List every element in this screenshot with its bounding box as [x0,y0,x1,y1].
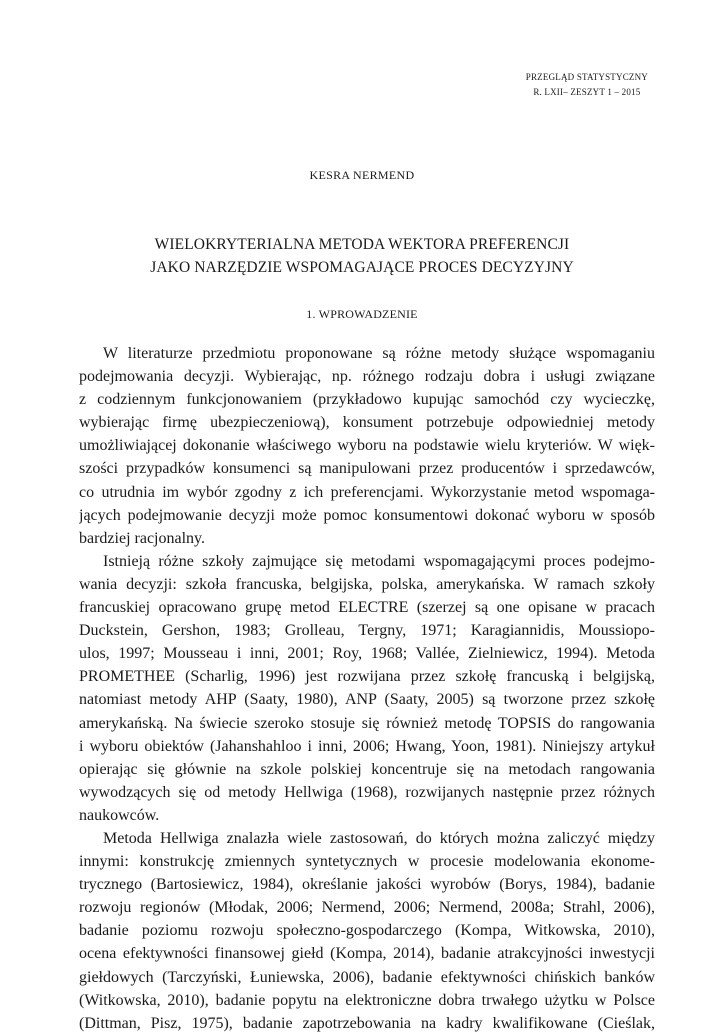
text-line: z codziennym funkcjonowaniem (przykładowo kupując samochód czy wycieczkę, [79,391,655,409]
text-line: badanie poziomu rozwoju społeczno-gospodarczego (Kompa, Witkowska, 2010), [79,922,655,940]
section-heading: 1. WPROWADZENIE [306,307,418,321]
text-line: innymi: konstrukcję zmiennych syntetycznych w procesie modelowania ekonome- [79,853,655,871]
text-line: natomiast metody AHP (Saaty, 1980), ANP (Saaty, 2005) są tworzone przez szkołę [79,691,655,709]
paragraph-1 [79,342,655,550]
title-line-1: WIELOKRYTERIALNA METODA WEKTORA PREFERENCJI [154,236,570,253]
text-line: jących podejmowanie decyzji może pomoc konsumentowi dokonać wyboru w sposób [79,506,655,524]
title-line-2: JAKO NARZĘDZIE WSPOMAGAJĄCE PROCES DECYZYJNY [150,259,574,276]
text-line: wania decyzji: szkoła francuska, belgijska, polska, amerykańska. W ramach szkoły [79,575,655,593]
text-line: giełdowych (Tarczyński, Łuniewska, 2006), badanie efektywności chińskich banków [79,968,655,986]
text-line: Istnieją różne szkoły zajmujące się metodami wspomagającymi proces podejmo- [103,552,655,570]
text-line: szości przypadków konsumenci są manipulowani przez producentów i sprzedawców, [79,460,655,478]
text-line: ocena efektywności finansowej giełd (Kompa, 2014), badanie atrakcyjności inwestycji [79,945,655,963]
article-title [0,233,724,279]
text-line: umożliwiającej dokonanie właściwego wyboru na podstawie wielu kryteriów. W więk- [79,437,655,455]
text-line: PROMETHEE (Scharlig, 1996) jest rozwijana przez szkołę francuską i belgijską, [79,668,655,686]
body-text [79,342,655,1035]
paragraph-3 [79,827,655,1035]
running-head [526,70,648,100]
text-line: trycznego (Bartosiewicz, 1984), określanie jakości wyrobów (Borys, 1984), badanie [79,876,655,894]
issue-info: R. LXII– ZESZYT 1 – 2015 [533,87,641,97]
author-name: KESRA NERMEND [309,168,415,182]
text-line: podejmowania decyzji. Wybierając, np. różnego rodzaju dobra i usługi związane [79,368,655,386]
text-line: i wyboru obiektów (Jahanshahloo i inni, 2006; Hwang, Yoon, 1981). Niniejszy artykuł [79,737,655,755]
text-line: Duckstein, Gershon, 1983; Grolleau, Tergny, 1971; Karagiannidis, Moussiopo- [79,622,655,640]
text-line: ulos, 1997; Mousseau i inni, 2001; Roy, 1968; Vallée, Zielniewicz, 1994). Metoda [79,645,655,663]
text-line: Metoda Hellwiga znalazła wiele zastosowań, do których można zaliczyć między [103,829,655,847]
text-line: naukowców. [79,806,160,824]
text-line: wywodzących się od metody Hellwiga (1968), rozwijanych następnie przez różnych [79,783,655,801]
text-line: francuskiej opracowano grupę metod ELECTRE (szerzej są one opisane w pracach [79,599,655,617]
text-line: opierając się głównie na szkole polskiej koncentruje się na metodach rangowania [79,760,655,778]
paragraph-2 [79,550,655,827]
text-line: amerykańską. Na świecie szeroko stosuje się również metodę TOPSIS do rangowania [79,714,655,732]
text-line: bardziej racjonalny. [79,529,206,547]
text-line: (Witkowska, 2010), badanie popytu na elektroniczne dobra trwałego użytku w Polsce [79,991,655,1009]
text-line: (Dittman, Pisz, 1975), badanie zapotrzebowania na kadry kwalifikowane (Cieślak, [79,1014,655,1032]
text-line: co utrudnia im wybór zgodny z ich preferencjami. Wykorzystanie metod wspomaga- [79,483,655,501]
text-line: W literaturze przedmiotu proponowane są różne metody służące wspomaganiu [103,345,655,362]
text-line: wybierając firmę ubezpieczeniową), konsument potrzebuje odpowiedniej metody [79,414,655,432]
text-line: rozwoju regionów (Młodak, 2006; Nermend, 2006; Nermend, 2008a; Strahl, 2006), [79,899,655,917]
journal-name: PRZEGLĄD STATYSTYCZNY [525,72,648,82]
